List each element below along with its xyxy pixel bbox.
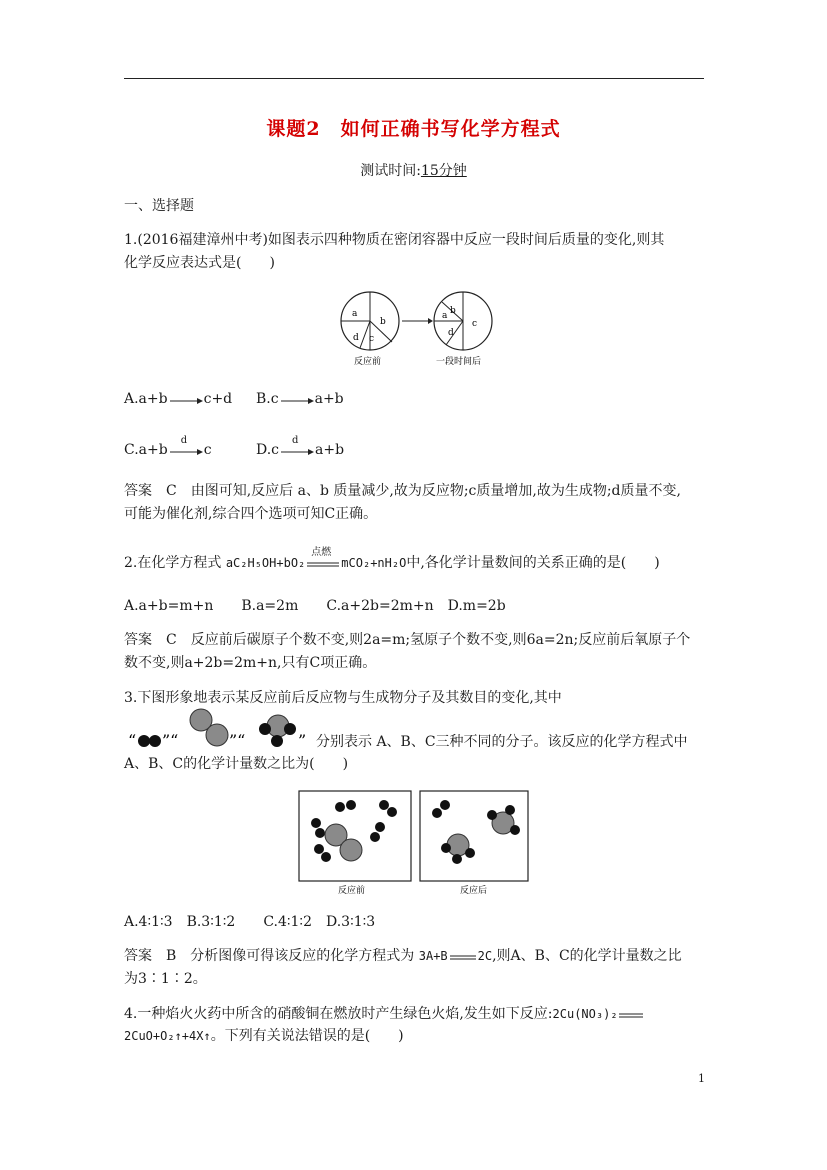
molecule-a-atom: [149, 735, 161, 747]
q3-molecule-legend: [128, 708, 318, 750]
molecule-c-atom: [284, 723, 296, 735]
q2-options: A.a+b=m+n B.a=2m C.a+2b=2m+n D.m=2b: [124, 598, 506, 614]
section-heading: 一、选择题: [124, 198, 194, 214]
before-caption: 反应前: [354, 357, 382, 367]
header-rule: [124, 78, 704, 79]
q3-answer-line2: 为3∶1∶2。: [124, 971, 207, 987]
q1-pie-figure: [336, 290, 496, 368]
q3-after-caption: 反应后: [460, 886, 488, 896]
test-time-value: 15分钟: [420, 163, 467, 179]
before-label-c: c: [369, 334, 375, 344]
after-label-a: a: [442, 311, 448, 321]
after-label-b: b: [450, 306, 456, 316]
q1-answer-line1: 答案 C 由图可知,反应后 a、b 质量减少,故为反应物;c质量增加,故为生成物;d质量不变,: [124, 483, 681, 499]
q1-option-c: C.a+b d c: [124, 435, 212, 458]
svg-text:”“: ”“: [229, 731, 246, 750]
before-label-a: a: [352, 309, 358, 319]
q3-line1: 3.下图形象地表示某反应前后反应物与生成物分子及其数目的变化,其中: [124, 690, 562, 706]
q3-before-caption: 反应前: [338, 886, 366, 896]
q2-answer-line1: 答案 C 反应前后碳原子个数不变,则2a=m;氢原子个数不变,则6a=2n;反应前后氧原子个: [124, 632, 691, 648]
q1-answer-line2: 可能为催化剂,综合四个选项可知C正确。: [124, 506, 378, 522]
after-label-c: c: [472, 319, 478, 329]
before-label-d: d: [353, 333, 359, 343]
q3-answer-line1: 答案 B 分析图像可得该反应的化学方程式为 3A+B 2C,则A、B、C的化学计量数之比: [124, 948, 682, 964]
svg-text:“: “: [128, 731, 137, 750]
svg-text:”“: ”“: [162, 731, 179, 750]
molecule-c-atom: [259, 723, 271, 735]
q3-line3: A、B、C的化学计量数之比为( ): [124, 756, 349, 772]
test-time-label: 测试时间:: [360, 163, 421, 179]
page-number: 1: [698, 1072, 705, 1085]
molecule-b-atom: [206, 724, 228, 746]
q4-line1: 4.一种焰火火药中所含的硝酸铜在燃放时产生绿色火焰,发生如下反应:2Cu(NO₃)₂: [124, 1006, 618, 1022]
q3-line2: 分别表示 A、B、C三种不同的分子。该反应的化学方程式中: [316, 734, 688, 750]
svg-text:”: ”: [298, 731, 307, 750]
q1-option-b: B.c a+b: [256, 391, 344, 407]
q2-answer-line2: 数不变,则a+2b=2m+n,只有C项正确。: [124, 655, 377, 671]
test-time: [0, 160, 827, 180]
q3-reaction-figure: [298, 790, 530, 896]
q1-option-a: A.a+b c+d: [124, 391, 233, 407]
after-caption: 一段时间后: [436, 357, 482, 367]
q1-option-d: D.c d a+b: [256, 435, 345, 458]
before-label-b: b: [380, 317, 386, 327]
molecule-a-atom: [138, 735, 150, 747]
q3-options: A.4∶1∶3 B.3∶1∶2 C.4∶1∶2 D.3∶1∶3: [124, 914, 376, 930]
q1-line1: 1.(2016福建漳州中考)如图表示四种物质在密闭容器中反应一段时间后质量的变化,则其: [124, 232, 665, 248]
molecule-c-atom: [271, 735, 283, 747]
q2-stem: 2.在化学方程式 aC₂H₅OH+bO₂ 点燃 mCO₂+nH₂O中,各化学计量数间的关系正确的是( ): [124, 547, 660, 571]
page-title: 课题2 如何正确书写化学方程式: [266, 118, 561, 140]
after-label-d: d: [448, 328, 454, 338]
q1-line2: 化学反应表达式是( ): [124, 255, 275, 271]
q4-line2: 2CuO+O₂↑+4X↑。下列有关说法错误的是( ): [124, 1028, 404, 1044]
